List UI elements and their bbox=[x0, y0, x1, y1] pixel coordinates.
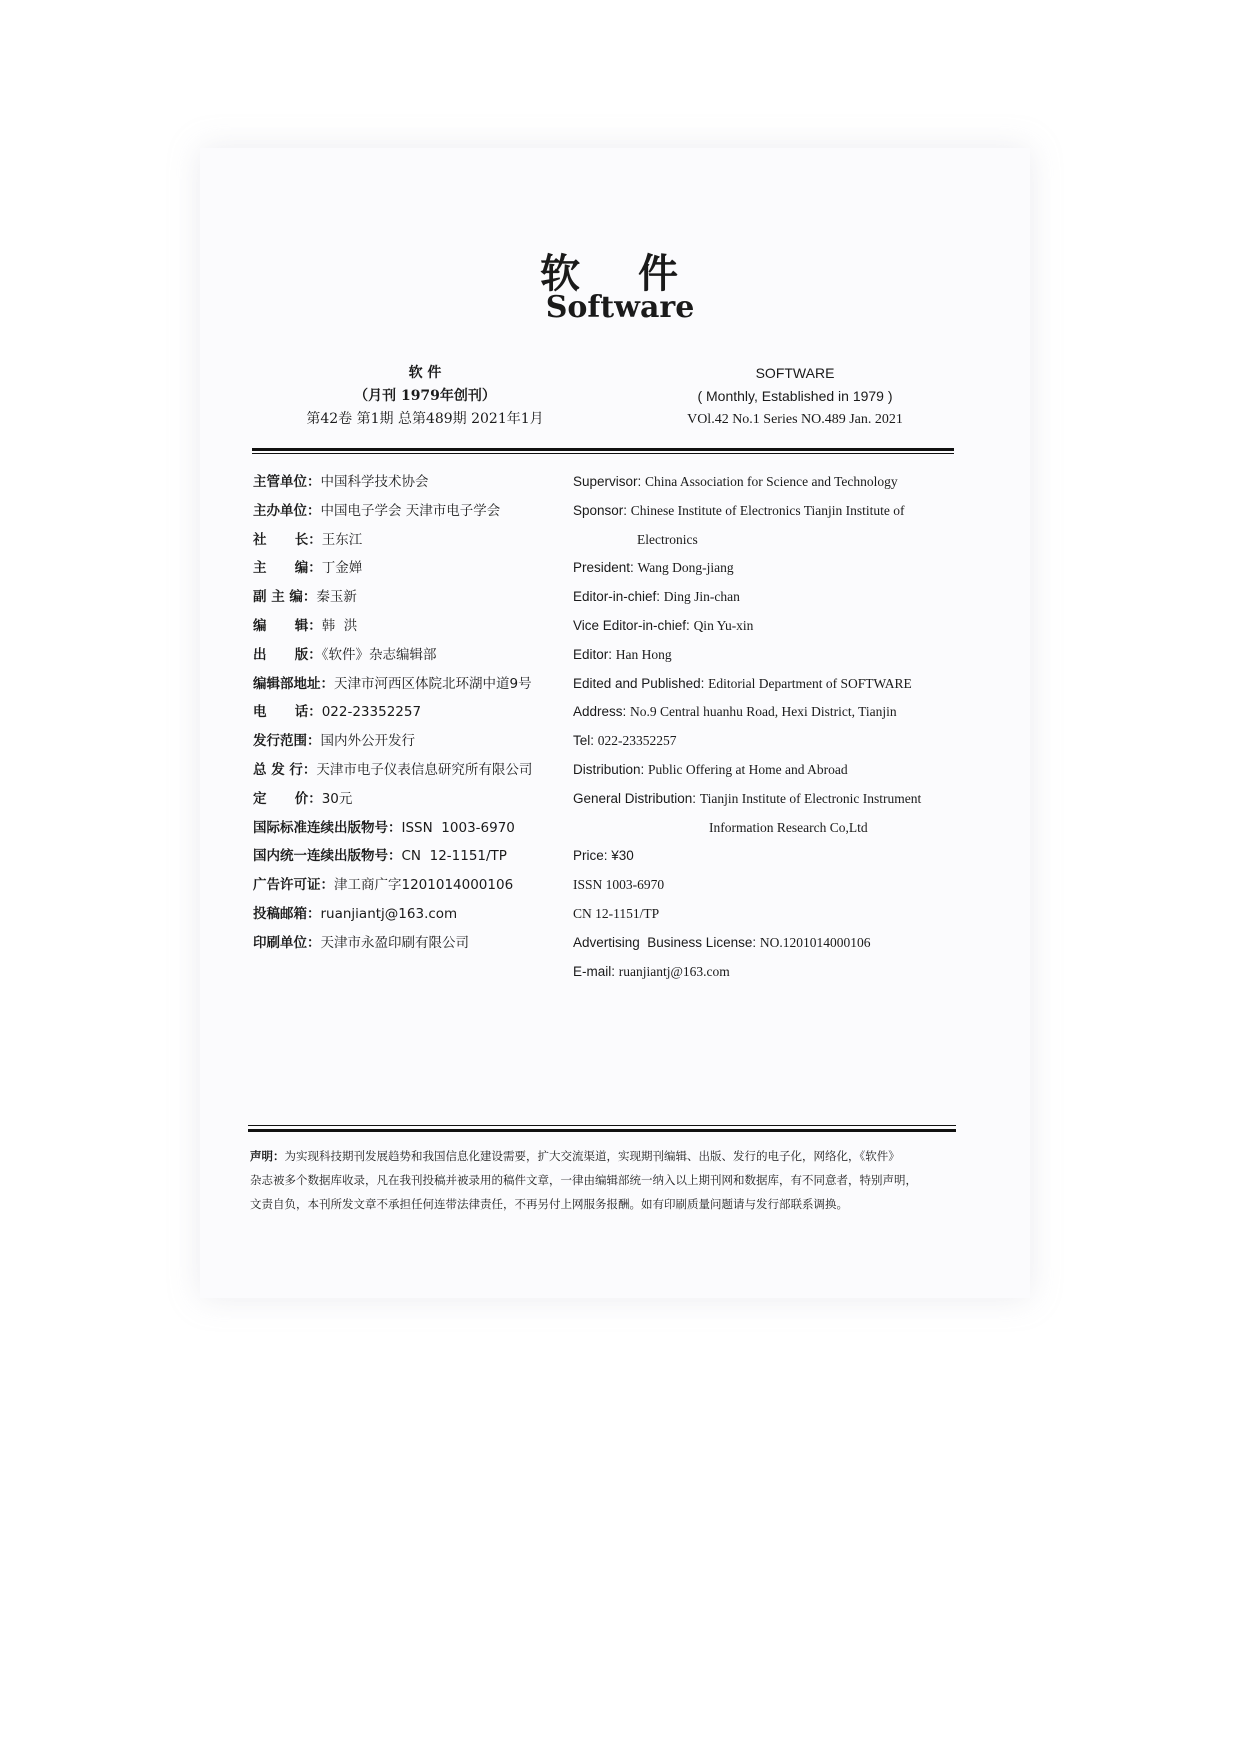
info-label: 定 价： bbox=[253, 790, 322, 807]
header-chinese-frequency: （月刊 1979年创刊） bbox=[354, 388, 496, 404]
info-value: 津工商广字1201014000106 bbox=[334, 877, 514, 894]
info-row bbox=[573, 557, 973, 586]
info-value: Price: ¥30 bbox=[573, 848, 634, 864]
info-label: Vice Editor-in-chief: bbox=[573, 617, 694, 633]
info-row bbox=[253, 471, 573, 500]
info-value: 天津市河西区体院北环湖中道9号 bbox=[334, 675, 532, 692]
info-row bbox=[573, 644, 973, 673]
info-row bbox=[573, 932, 973, 961]
info-label: Distribution: bbox=[573, 761, 649, 777]
info-value: 韩 洪 bbox=[321, 617, 358, 634]
declaration-line bbox=[250, 1144, 962, 1168]
info-label: 出 版： bbox=[253, 646, 322, 663]
info-value: Editorial Department of SOFTWARE bbox=[708, 675, 912, 691]
info-row bbox=[573, 874, 973, 903]
info-value: No.9 Central huanhu Road, Hexi District, Tianjin bbox=[630, 704, 897, 720]
info-row bbox=[253, 730, 573, 759]
info-value: 天津市电子仪表信息研究所有限公司 bbox=[316, 761, 533, 778]
info-label: 主管单位： bbox=[253, 474, 321, 490]
info-value: China Association for Science and Technology bbox=[645, 474, 898, 489]
info-row bbox=[253, 500, 573, 529]
info-label: Edited and Published: bbox=[573, 675, 709, 691]
info-label: 印刷单位： bbox=[253, 934, 321, 951]
declaration-text: 为实现科技期刊发展趋势和我国信息化建设需要，扩大交流渠道，实现期刊编辑、出版、发行的电子化，网络化，《软件》 bbox=[284, 1149, 900, 1163]
header-chinese-name: 软 件 bbox=[408, 365, 442, 381]
info-label: Tel: bbox=[573, 733, 598, 749]
info-value: Information Research Co,Ltd bbox=[709, 819, 868, 835]
info-label: President: bbox=[573, 560, 638, 576]
info-label: 编 辑： bbox=[253, 617, 322, 634]
info-label: 电 话： bbox=[253, 704, 322, 721]
info-label: 国内统一连续出版物号： bbox=[253, 848, 402, 865]
info-row bbox=[253, 644, 573, 673]
info-value: Tianjin Institute of Electronic Instrument bbox=[699, 790, 922, 806]
info-value: ISSN 1003-6970 bbox=[401, 819, 515, 836]
info-label: 广告许可证： bbox=[253, 877, 334, 894]
info-row bbox=[253, 903, 573, 932]
info-label: General Distribution: bbox=[573, 790, 700, 806]
info-label: Address: bbox=[573, 704, 631, 720]
divider-bottom-thick bbox=[248, 1129, 956, 1132]
declaration bbox=[250, 1144, 962, 1216]
info-value: ruanjiantj@163.com bbox=[618, 963, 730, 979]
info-label: 社 长： bbox=[253, 531, 322, 548]
info-row bbox=[253, 932, 573, 961]
info-row bbox=[253, 701, 573, 730]
info-value: Chinese Institute of Electronics Tianjin Institute of bbox=[630, 502, 905, 518]
info-row bbox=[573, 471, 973, 500]
info-label: Advertising Business License: bbox=[573, 934, 760, 950]
header-english-frequency: ( Monthly, Established in 1979 ) bbox=[697, 388, 893, 404]
declaration-label: 声明： bbox=[250, 1149, 285, 1163]
info-row bbox=[573, 586, 973, 615]
info-value: Public Offering at Home and Abroad bbox=[648, 761, 848, 777]
info-value: 王东江 bbox=[321, 531, 363, 548]
info-row bbox=[253, 788, 573, 817]
header-english-name: SOFTWARE bbox=[755, 365, 835, 381]
header-english-issue: VOl.42 No.1 Series NO.489 Jan. 2021 bbox=[687, 412, 903, 427]
info-row bbox=[253, 615, 573, 644]
info-label: Sponsor: bbox=[573, 502, 631, 518]
info-row bbox=[253, 586, 573, 615]
info-row bbox=[573, 961, 973, 990]
info-value: 中国电子学会 天津市电子学会 bbox=[320, 502, 501, 519]
info-value: Qin Yu-xin bbox=[693, 617, 754, 633]
info-row bbox=[253, 845, 573, 874]
info-row bbox=[573, 701, 973, 730]
divider-top-thin bbox=[252, 453, 954, 454]
info-row bbox=[573, 615, 973, 644]
info-label: 投稿邮箱： bbox=[253, 905, 321, 922]
info-value: Ding Jin-chan bbox=[663, 589, 740, 605]
info-chinese-list bbox=[253, 471, 573, 961]
info-row bbox=[253, 673, 573, 702]
info-value: Han Hong bbox=[615, 646, 672, 662]
header-chinese-issue: 第42卷 第1期 总第489期 2021年1月 bbox=[306, 411, 544, 427]
info-label: 主 编： bbox=[253, 560, 322, 577]
info-value: 022-23352257 bbox=[321, 704, 422, 721]
divider-top-thick bbox=[252, 448, 954, 451]
header-english bbox=[630, 362, 960, 431]
info-row bbox=[573, 788, 973, 817]
info-value: 中国科学技术协会 bbox=[320, 474, 429, 490]
info-value: NO.1201014000106 bbox=[759, 934, 871, 950]
info-label: Supervisor: bbox=[573, 474, 646, 489]
journal-title-chinese: 软 件 bbox=[540, 251, 700, 297]
info-label: E-mail: bbox=[573, 963, 619, 979]
info-value: 天津市永盈印刷有限公司 bbox=[320, 934, 469, 951]
info-row bbox=[573, 845, 973, 874]
info-label: 总 发 行： bbox=[253, 761, 317, 778]
info-row bbox=[573, 673, 973, 702]
info-value: Electronics bbox=[637, 531, 698, 547]
info-row-continuation bbox=[573, 817, 973, 846]
info-row bbox=[253, 529, 573, 558]
info-value: 丁金婵 bbox=[321, 560, 363, 577]
info-value: 秦玉新 bbox=[316, 589, 357, 606]
divider-bottom-thin bbox=[248, 1125, 956, 1126]
info-value: 022-23352257 bbox=[597, 733, 677, 749]
info-label: Editor: bbox=[573, 646, 616, 662]
info-label: 主办单位： bbox=[253, 502, 321, 519]
info-label: 编辑部地址： bbox=[253, 675, 334, 692]
info-value: ruanjiantj@163.com bbox=[320, 905, 458, 922]
info-row bbox=[573, 730, 973, 759]
info-row bbox=[253, 759, 573, 788]
declaration-line: 杂志被多个数据库收录，凡在我刊投稿并被录用的稿件文章，一律由编辑部统一纳入以上期刊网和数据库，有不同意者，特别声明， bbox=[250, 1173, 917, 1187]
info-english-list bbox=[573, 471, 973, 989]
info-label: 发行范围： bbox=[253, 733, 321, 750]
info-value: 国内外公开发行 bbox=[320, 733, 415, 750]
info-label: Editor-in-chief: bbox=[573, 589, 664, 605]
info-label: 副 主 编： bbox=[253, 589, 317, 606]
info-row bbox=[253, 557, 573, 586]
info-value: Wang Dong-jiang bbox=[637, 560, 734, 576]
journal-title-english: Software bbox=[545, 290, 695, 325]
info-row bbox=[573, 759, 973, 788]
info-value: 30元 bbox=[321, 790, 353, 807]
info-row bbox=[253, 817, 573, 846]
info-row bbox=[253, 874, 573, 903]
info-value: 《软件》杂志编辑部 bbox=[321, 646, 437, 663]
info-row bbox=[573, 500, 973, 529]
info-value: ISSN 1003-6970 bbox=[573, 877, 665, 893]
info-value: CN 12-1151/TP bbox=[573, 905, 660, 921]
declaration-line: 文责自负，本刊所发文章不承担任何连带法律责任，不再另付上网服务报酬。如有印刷质量问题请与发行部联系调换。 bbox=[250, 1197, 848, 1211]
info-label: 国际标准连续出版物号： bbox=[253, 819, 402, 836]
info-row-continuation bbox=[573, 529, 973, 558]
info-value: CN 12-1151/TP bbox=[401, 848, 507, 865]
info-row bbox=[573, 903, 973, 932]
header-chinese bbox=[265, 362, 585, 431]
